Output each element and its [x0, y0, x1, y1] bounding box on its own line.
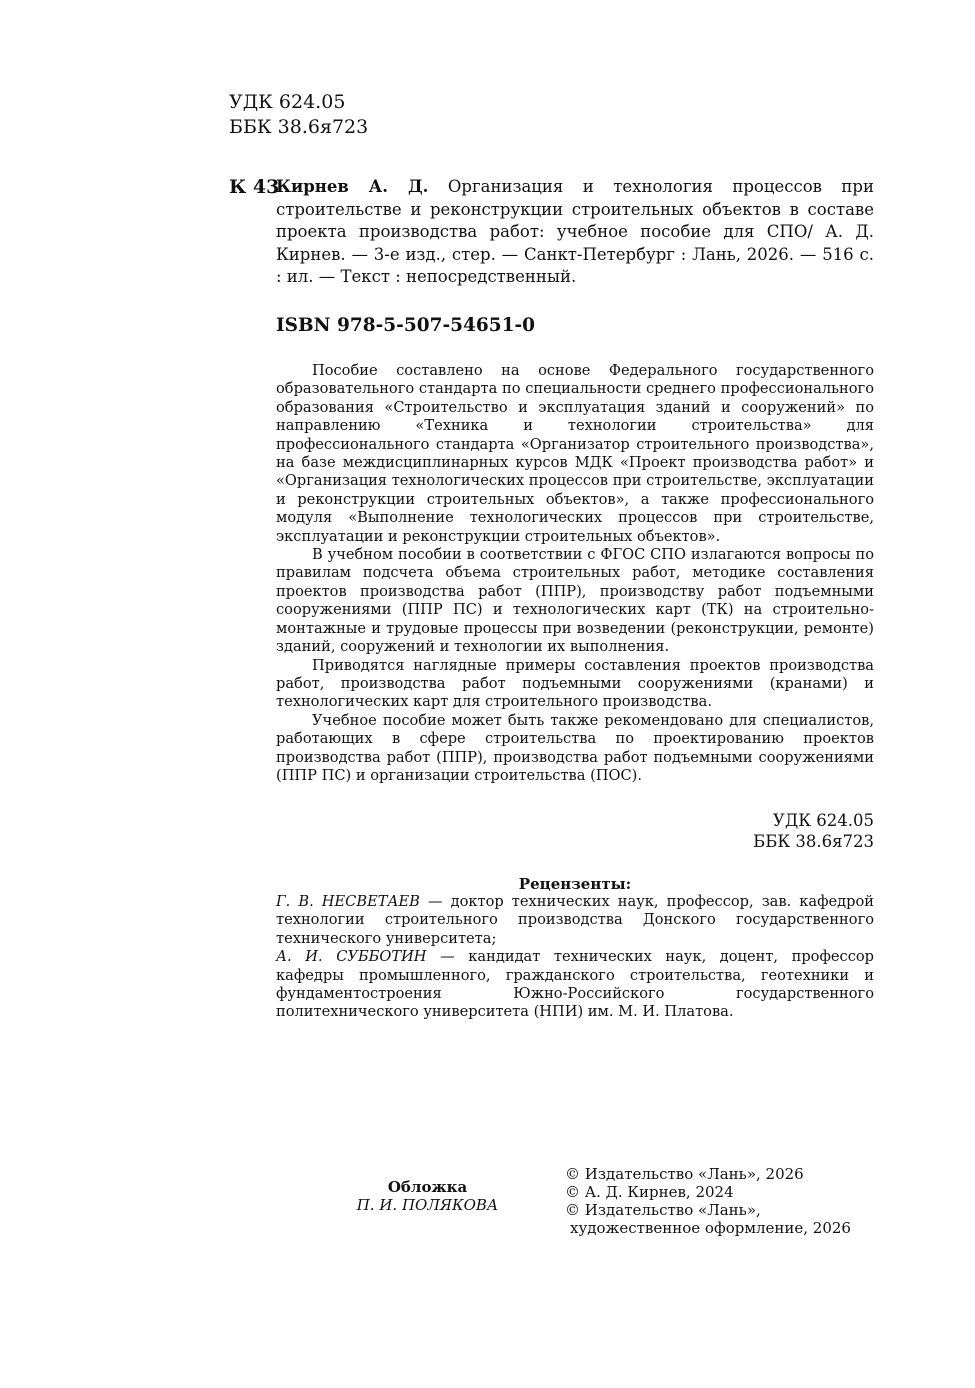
bbk-code: ББК 38.6я723	[753, 832, 874, 851]
reviewer-name: А. И. СУББОТИН	[276, 948, 427, 966]
copyright-line: © Издательство «Лань»,	[565, 1201, 761, 1219]
cover-artist: П. И. ПОЛЯКОВА	[356, 1196, 499, 1214]
copyright-line: © Издательство «Лань», 2026	[565, 1165, 804, 1183]
reviewer-text: — доктор технических наук, профессор, зав. кафедрой технологии строительного производства Донского государственного технического университета;	[276, 893, 874, 947]
bbk-code: ББК 38.6я723	[229, 116, 369, 138]
udk-code: УДК 624.05	[229, 91, 346, 113]
cover-label: Обложка	[387, 1178, 468, 1196]
annotation-paragraph: В учебном пособии в соответствии с ФГОС СПО излагаются вопросы по правилам подсчета объема строительных работ, методике составления проектов производства работ (ППР), производству работ подъемными сооружениями (ППР ПС) и технологических карт (ТК) на строительно-монтажные и трудовые процессы при возведении (реконструкции, ремонте) зданий, сооружений и технологии их выполнения.	[276, 546, 874, 656]
cover-credit	[340, 1178, 515, 1214]
annotation-paragraph: Учебное пособие может быть также рекомендовано для специалистов, работающих в сфере строительства по проектированию проектов производства работ (ППР), производства работ подъемными сооружениями (ППР ПС) и организации строительства (ПОС).	[276, 711, 874, 784]
top-classification-codes	[229, 90, 368, 140]
udk-code: УДК 624.05	[772, 811, 874, 830]
isbn: ISBN 978-5-507-54651-0	[276, 315, 536, 336]
copyright-line: художественное оформление, 2026	[570, 1219, 851, 1237]
reviewers-title: Рецензенты:	[518, 875, 632, 893]
reviewer-name: Г. В. НЕСВЕТАЕВ	[276, 893, 420, 910]
reviewer-entry	[276, 948, 874, 1022]
bottom-classification-codes	[600, 810, 874, 852]
annotation	[276, 362, 874, 785]
author-sign: К 43	[229, 176, 280, 198]
bibliographic-description	[276, 176, 874, 289]
biblio-text: Организация и технология процессов при строительстве и реконструкции строительных объектов в составе проекта производства работ: учебное пособие для СПО/ А. Д. Кирнев. — 3-е изд., стер. — Санкт-Петербург : Лань, 2026. — 516 с. : ил. — Текст : непосредственный.	[276, 177, 874, 286]
reviewer-text: — кандидат технических наук, доцент, профессор кафедры промышленного, гражданского строительства, геотехники и фундаментостроения Южно-Российского государственного политехнического университета (НПИ) им. М. И. Платова.	[276, 948, 874, 1021]
reviewer-entry	[276, 893, 874, 948]
copyright-line: © А. Д. Кирнев, 2024	[565, 1183, 734, 1201]
biblio-author: Кирнев А. Д.	[276, 177, 429, 196]
annotation-paragraph: Пособие составлено на основе Федерального государственного образовательного стандарта по специальности среднего профессионального образования «Строительство и эксплуатация зданий и сооружений» по направлению «Техника и технологии строительства» для профессионального стандарта «Организатор строительного производства», на базе междисциплинарных курсов МДК «Проект производства работ» и «Организация технологических процессов при строительстве, эксплуатации и реконструкции строительных объектов», а также профессионального модуля «Выполнение технологических процессов при строительстве, эксплуатации и реконструкции строительных объектов».	[276, 362, 874, 545]
copyright-block	[565, 1165, 870, 1237]
reviewers-list	[276, 893, 874, 1022]
annotation-paragraph: Приводятся наглядные примеры составления проектов производства работ, производства работ подъемными сооружениями (кранами) и технологических карт для строительного производства.	[276, 656, 874, 711]
